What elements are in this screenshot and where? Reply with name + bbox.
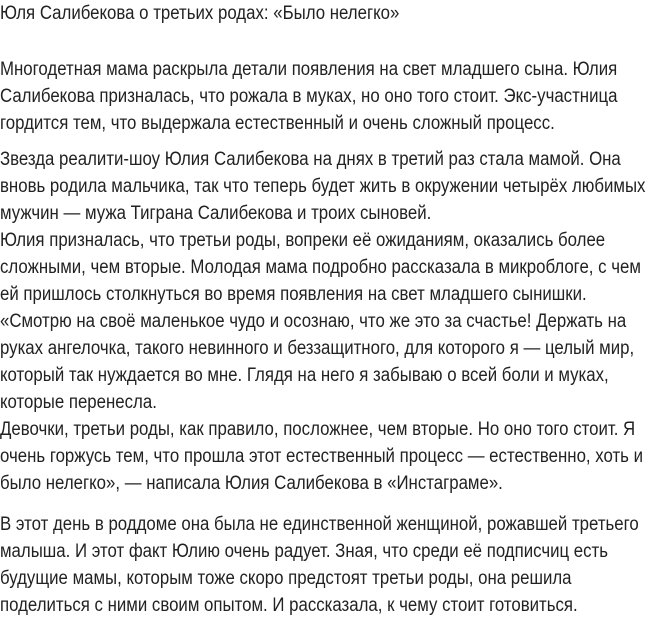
text-line: который так нуждается во мне. Глядя на него я забываю о всей боли и муках, [0,365,609,386]
text-line: Звезда реалити-шоу Юлия Салибекова на днях в третий раз стала мамой. Она [0,149,621,170]
text-line: Многодетная мама раскрыла детали появления на свет младшего сына. Юлия [0,59,618,80]
text-line: Девочки, третьи роды, как правило, посложнее, чем вторые. Но оно того стоит. Я [0,419,636,440]
text-line: руках ангелочка, такого невинного и беззащитного, для которого я — целый мир, [0,338,635,359]
paragraph-closing [0,511,670,619]
text-line: Салибекова призналась, что рожала в муках, но оно того стоит. Экс-участница [0,86,618,107]
article-title [0,0,451,27]
paragraph-body [0,146,670,497]
title-text: Юля Салибекова о третьих родах: «Было нелегко» [0,3,400,24]
text-line: будущие мамы, которым тоже скоро предстоят третьи роды, она решила [0,568,572,589]
text-line: В этот день в роддоме она была не единственной женщиной, рожавшей третьего [0,514,639,535]
text-line: вновь родила мальчика, так что теперь будет жить в окружении четырёх любимых [0,176,646,197]
text-line: которые перенесла. [0,392,157,413]
text-line: ей пришлось столкнуться во время появления на свет младшего сынишки. [0,284,587,305]
text-line: Юлия призналась, что третьи роды, вопреки её ожиданиям, оказались более [0,230,606,251]
text-line: было нелегко», — написала Юлия Салибекова в «Инстаграме». [0,473,503,494]
text-line: сложными, чем вторые. Молодая мама подробно рассказала в микроблоге, с чем [0,257,641,278]
text-line: поделиться с ними своим опытом. И рассказала, к чему стоит готовиться. [0,595,578,616]
text-line: очень горжусь тем, что прошла этот естественный процесс — естественно, хоть и [0,446,644,467]
text-line: гордится тем, что выдержала естественный и очень сложный процесс. [0,113,555,134]
paragraph-lead [0,56,670,137]
text-line: «Смотрю на своё маленькое чудо и осознаю, что же это за счастье! Держать на [0,311,627,332]
text-line: малыша. И этот факт Юлию очень радует. Зная, что среди её подписчиц есть [0,541,609,562]
text-line: мужчин — мужа Тиграна Салибекова и троих сыновей. [0,203,432,224]
